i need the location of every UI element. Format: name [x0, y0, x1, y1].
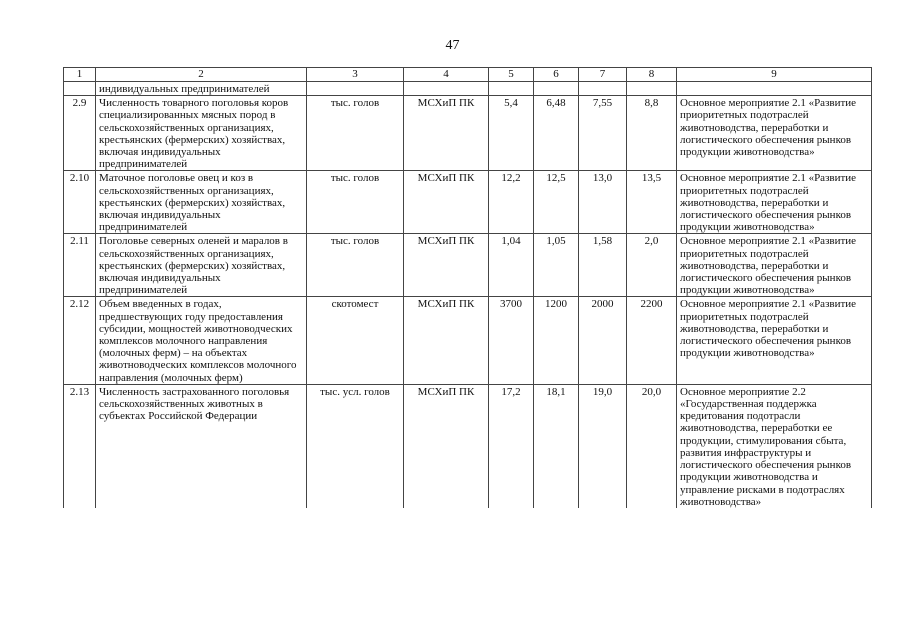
value-6: 12,5 — [534, 171, 579, 234]
measure: Основное мероприятие 2.1 «Развитие приоритетных подотраслей животноводства, переработки и логистического обеспечения рынков продукции животноводства» — [677, 96, 872, 171]
value-6: 6,48 — [534, 96, 579, 171]
measure: Основное мероприятие 2.1 «Развитие приоритетных подотраслей животноводства, переработки и логистического обеспечения рынков продукции животноводства» — [677, 171, 872, 234]
value-7: 2000 — [579, 297, 627, 384]
value-8: 2,0 — [627, 234, 677, 297]
row-number: 2.13 — [64, 384, 96, 508]
header-col-5: 5 — [489, 68, 534, 82]
indicator-name: Поголовье северных оленей и маралов в сельскохозяйственных организациях, крестьянских (фермерских) хозяйствах, включая индивидуальных предпринимателей — [96, 234, 307, 297]
header-col-6: 6 — [534, 68, 579, 82]
header-col-9: 9 — [677, 68, 872, 82]
value-5: 5,4 — [489, 96, 534, 171]
value-8: 13,5 — [627, 171, 677, 234]
value-5: 1,04 — [489, 234, 534, 297]
continuation-row — [64, 82, 872, 96]
table-row — [64, 234, 872, 297]
value-6: 1,05 — [534, 234, 579, 297]
value-7: 19,0 — [579, 384, 627, 508]
row-number: 2.9 — [64, 96, 96, 171]
value-6: 1200 — [534, 297, 579, 384]
indicators-table — [63, 67, 872, 508]
table-row — [64, 297, 872, 384]
header-col-1: 1 — [64, 68, 96, 82]
executor: МСХиП ПК — [404, 297, 489, 384]
header-col-4: 4 — [404, 68, 489, 82]
header-col-7: 7 — [579, 68, 627, 82]
measure: Основное мероприятие 2.1 «Развитие приоритетных подотраслей животноводства, переработки и логистического обеспечения рынков продукции животноводства» — [677, 297, 872, 384]
executor: МСХиП ПК — [404, 234, 489, 297]
row-number: 2.11 — [64, 234, 96, 297]
indicator-name: Численность товарного поголовья коров специализированных мясных пород в сельскохозяйственных организациях, крестьянских (фермерских) хозяйствах, включая индивидуальных предпринимателей — [96, 96, 307, 171]
value-8: 20,0 — [627, 384, 677, 508]
executor: МСХиП ПК — [404, 171, 489, 234]
table-row — [64, 171, 872, 234]
header-col-2: 2 — [96, 68, 307, 82]
header-col-8: 8 — [627, 68, 677, 82]
value-8: 2200 — [627, 297, 677, 384]
indicator-name: Численность застрахованного поголовья сельскохозяйственных животных в субъектах Российской Федерации — [96, 384, 307, 508]
value-7: 13,0 — [579, 171, 627, 234]
indicator-name: Объем введенных в годах, предшествующих году предоставления субсидии, мощностей животноводческих комплексов молочного направления (молочных ферм) – на объектах животноводческих комплексов молочного направления (молочных ферм) — [96, 297, 307, 384]
executor: МСХиП ПК — [404, 384, 489, 508]
value-5: 17,2 — [489, 384, 534, 508]
measure: Основное мероприятие 2.2 «Государственная поддержка кредитования подотрасли животноводства, переработки ее продукции, стимулирования сбыта, развития инфраструктуры и логистического обеспечения рынков продукции животноводства и управление рисками в подотраслях животноводства» — [677, 384, 872, 508]
executor: МСХиП ПК — [404, 96, 489, 171]
continuation-text: индивидуальных предпринимателей — [96, 82, 307, 96]
unit: тыс. голов — [307, 171, 404, 234]
value-5: 3700 — [489, 297, 534, 384]
unit: скотомест — [307, 297, 404, 384]
value-5: 12,2 — [489, 171, 534, 234]
header-col-3: 3 — [307, 68, 404, 82]
row-number: 2.10 — [64, 171, 96, 234]
indicator-name: Маточное поголовье овец и коз в сельскохозяйственных организациях, крестьянских (фермерских) хозяйствах, включая индивидуальных предпринимателей — [96, 171, 307, 234]
value-7: 7,55 — [579, 96, 627, 171]
value-8: 8,8 — [627, 96, 677, 171]
unit: тыс. голов — [307, 96, 404, 171]
value-6: 18,1 — [534, 384, 579, 508]
value-7: 1,58 — [579, 234, 627, 297]
row-number: 2.12 — [64, 297, 96, 384]
page-number: 47 — [445, 38, 460, 53]
measure: Основное мероприятие 2.1 «Развитие приоритетных подотраслей животноводства, переработки и логистического обеспечения рынков продукции животноводства» — [677, 234, 872, 297]
table-row — [64, 96, 872, 171]
table-row — [64, 384, 872, 508]
unit: тыс. голов — [307, 234, 404, 297]
unit: тыс. усл. голов — [307, 384, 404, 508]
header-row — [64, 68, 872, 82]
